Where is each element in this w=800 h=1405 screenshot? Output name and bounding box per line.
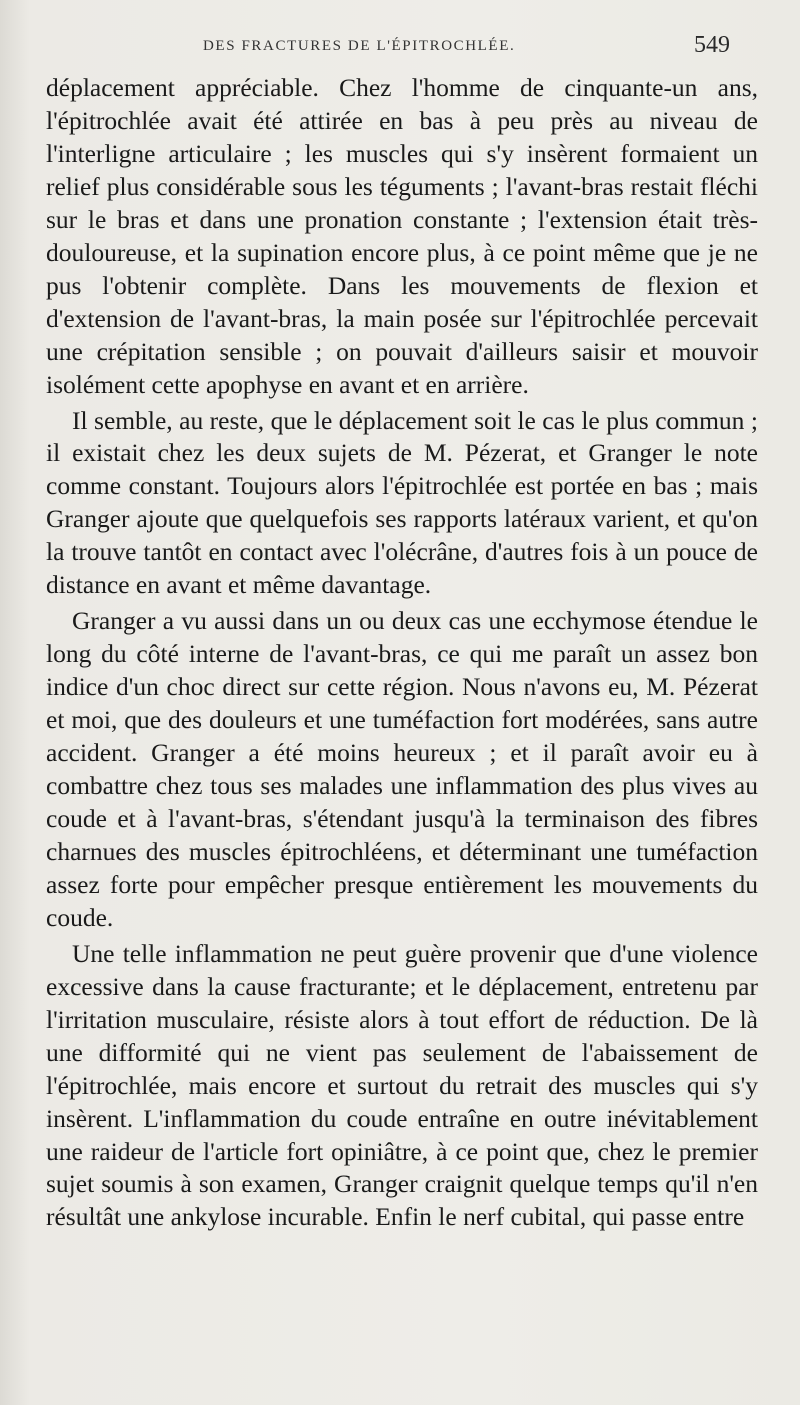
running-title: DES FRACTURES DE L'ÉPITROCHLÉE.: [203, 38, 516, 54]
page-header: [48, 32, 730, 66]
paragraph-continuation: déplacement appréciable. Chez l'homme de cinquante-un ans, l'épitrochlée avait été attirée en bas à peu près au niveau de l'interligne articulaire ; les muscles qui s'y insèrent formaient un relief plus considérable sous les téguments ; l'avant-bras restait fléchi sur le bras et dans une pronation constante ; l'extension était très-douloureuse, et la supination encore plus, à ce point même que je ne pus l'obtenir complète. Dans les mouvements de flexion et d'extension de l'avant-bras, la main posée sur l'épitrochlée percevait une crépitation sensible ; on pouvait d'ailleurs saisir et mouvoir isolément cette apophyse en avant et en arrière.: [46, 73, 758, 399]
paragraph-displacement: Il semble, au reste, que le déplacement soit le cas le plus commun ; il existait chez les deux sujets de M. Pézerat, et Granger le note comme constant. Toujours alors l'épitrochlée est portée en bas ; mais Granger ajoute que quelquefois ses rapports latéraux varient, et qu'on la trouve tantôt en contact avec l'olécrâne, d'autres fois à un pouce de distance en avant et même davantage.: [46, 405, 758, 600]
body-text: [46, 72, 758, 1234]
paragraph-inflammation: Une telle inflammation ne peut guère provenir que d'une violence excessive dans la cause fracturante; et le déplacement, entretenu par l'irritation musculaire, résiste alors à tout effort de réduction. De là une difformité qui ne vient pas seulement de l'abaissement de l'épitrochlée, mais encore et surtout du retrait des muscles qui s'y insèrent. L'inflammation du coude entraîne en outre inévitablement une raideur de l'article fort opiniâtre, à ce point que, chez le premier sujet soumis à son examen, Granger craignit quelque temps qu'il n'en résultât une ankylose incurable. Enfin le nerf cubital, qui passe entre: [46, 938, 758, 1232]
paragraph-ecchymosis: Granger a vu aussi dans un ou deux cas une ecchymose étendue le long du côté interne de l'avant-bras, ce qui me paraît un assez bon indice d'un choc direct sur cette région. Nous n'avons eu, M. Pézerat et moi, que des douleurs et une tuméfaction fort modérées, sans autre accident. Granger a été moins heureux ; et il paraît avoir eu à combattre chez tous ses malades une inflammation des plus vives au coude et à l'avant-bras, s'étendant jusqu'à la terminaison des fibres charnues des muscles épitrochléens, et déterminant une tuméfaction assez forte pour empêcher presque entièrement les mouvements du coude.: [46, 606, 758, 932]
page-number: 549: [694, 32, 730, 58]
